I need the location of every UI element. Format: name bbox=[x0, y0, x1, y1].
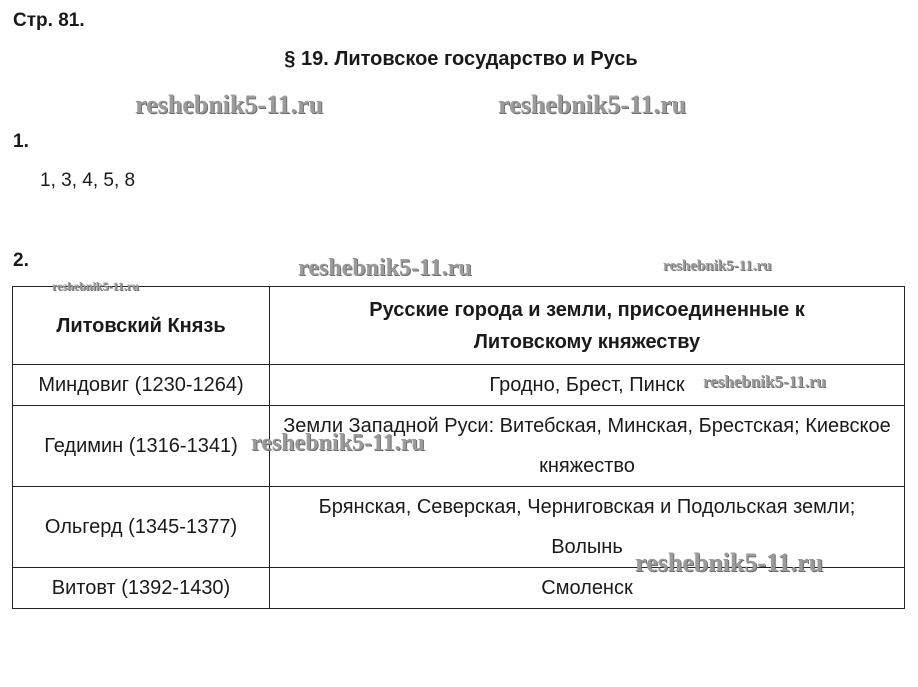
header-lands-text: Русские города и земли, присоединенные к Литовскому княжеству bbox=[369, 298, 805, 353]
lands-cell: Земли Западной Руси: Витебская, Минская, Брестская; Киевское княжество bbox=[270, 406, 905, 487]
watermark: reshebnik5-11.ru bbox=[635, 548, 824, 577]
lands-cell: Смоленск bbox=[270, 568, 905, 609]
prince-cell: Ольгерд (1345-1377) bbox=[13, 487, 270, 568]
watermark: reshebnik5-11.ru bbox=[703, 372, 826, 391]
prince-cell: Витовт (1392-1430) bbox=[13, 568, 270, 609]
watermark: reshebnik5-11.ru bbox=[298, 255, 472, 281]
watermark: reshebnik5-11.ru bbox=[251, 430, 425, 456]
lands-cell: Гродно, Брест, Пинск bbox=[270, 365, 905, 406]
header-prince: Литовский Князь bbox=[13, 287, 270, 365]
watermark: reshebnik5-11.ru bbox=[52, 279, 139, 293]
header-lands bbox=[270, 287, 905, 365]
prince-cell: Гедимин (1316-1341) bbox=[13, 406, 270, 487]
lands-cell-text: Брянская, Северская, Черниговская и Подольская земли; Волынь bbox=[318, 496, 856, 558]
section-title bbox=[0, 48, 918, 71]
task-2-number: 2. bbox=[13, 250, 29, 271]
table-row bbox=[13, 406, 905, 487]
section-title-text: § 19. Литовское государство и Русь bbox=[284, 48, 638, 70]
table-header-row bbox=[13, 287, 905, 365]
watermark: reshebnik5-11.ru bbox=[498, 90, 687, 119]
watermark: reshebnik5-11.ru bbox=[135, 90, 324, 119]
watermark: reshebnik5-11.ru bbox=[663, 258, 772, 274]
task-1-number: 1. bbox=[13, 131, 29, 152]
page-label: Стр. 81. bbox=[13, 10, 85, 31]
task-1-answer: 1, 3, 4, 5, 8 bbox=[40, 170, 136, 191]
prince-cell: Миндовиг (1230-1264) bbox=[13, 365, 270, 406]
